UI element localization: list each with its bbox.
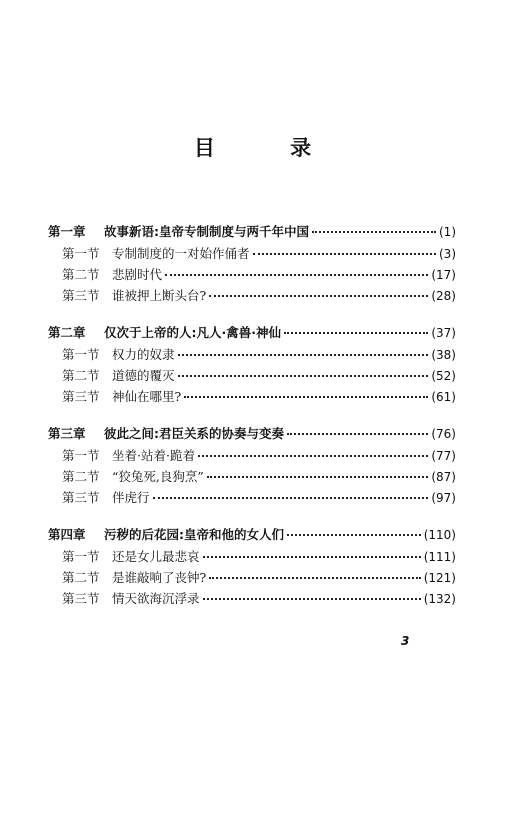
- dot-leader: [287, 433, 428, 435]
- chapter-entry[interactable]: [48, 424, 456, 446]
- chapter-3: [48, 424, 456, 509]
- chapter-1: [48, 222, 456, 307]
- chapter-entry[interactable]: [48, 222, 456, 244]
- dot-leader: [207, 476, 429, 478]
- page-ref: (110): [423, 528, 456, 542]
- table-of-contents: [48, 222, 456, 626]
- section-label: 第三节: [62, 490, 100, 505]
- section-entry[interactable]: [48, 387, 456, 408]
- section-label: 第二节: [62, 570, 100, 585]
- section-title: 伴虎行: [112, 490, 150, 505]
- page-ref: (37): [431, 326, 456, 340]
- dot-leader: [209, 577, 421, 579]
- section-label: 第一节: [62, 347, 100, 362]
- section-entry[interactable]: [48, 589, 456, 610]
- dot-leader: [284, 332, 428, 334]
- chapter-label: 第四章: [48, 527, 86, 542]
- dot-leader: [203, 556, 421, 558]
- chapter-label: 第三章: [48, 426, 86, 441]
- page-ref: (1): [439, 225, 456, 239]
- page-ref: (52): [431, 369, 456, 383]
- section-title: “狡兔死,良狗烹”: [112, 469, 204, 484]
- section-title: 神仙在哪里?: [112, 389, 182, 404]
- section-title: 谁被押上断头台?: [112, 288, 207, 303]
- page-ref: (87): [431, 470, 456, 484]
- page-ref: (17): [431, 268, 456, 282]
- chapter-entry[interactable]: [48, 323, 456, 345]
- section-label: 第二节: [62, 267, 100, 282]
- page-ref: (77): [431, 449, 456, 463]
- section-entry[interactable]: [48, 568, 456, 589]
- section-title: 是谁敲响了丧钟?: [112, 570, 207, 585]
- section-entry[interactable]: [48, 265, 456, 286]
- section-label: 第三节: [62, 288, 100, 303]
- section-entry[interactable]: [48, 467, 456, 488]
- section-title: 道德的覆灭: [112, 368, 175, 383]
- section-label: 第一节: [62, 448, 100, 463]
- chapter-label: 第一章: [48, 224, 86, 239]
- dot-leader: [165, 274, 428, 276]
- chapter-2: [48, 323, 456, 408]
- section-title: 情天欲海沉浮录: [112, 591, 200, 606]
- section-label: 第一节: [62, 549, 100, 564]
- dot-leader: [312, 231, 436, 233]
- chapter-title: 仅次于上帝的人:凡人·禽兽·神仙: [104, 325, 281, 340]
- section-title: 权力的奴隶: [112, 347, 175, 362]
- dot-leader: [287, 534, 421, 536]
- section-label: 第三节: [62, 591, 100, 606]
- section-label: 第二节: [62, 469, 100, 484]
- page-ref: (121): [423, 571, 456, 585]
- page-ref: (61): [431, 390, 456, 404]
- chapter-title: 故事新语:皇帝专制制度与两千年中国: [104, 224, 309, 239]
- section-entry[interactable]: [48, 547, 456, 568]
- section-title: 还是女儿最悲哀: [112, 549, 200, 564]
- page-ref: (38): [431, 348, 456, 362]
- page-ref: (97): [431, 491, 456, 505]
- section-title: 悲剧时代: [112, 267, 163, 282]
- section-title: 专制制度的一对始作俑者: [112, 246, 250, 261]
- page-title: 目 录: [193, 136, 346, 160]
- section-label: 第一节: [62, 246, 100, 261]
- chapter-title: 彼此之间:君臣关系的协奏与变奏: [104, 426, 284, 441]
- chapter-title: 污秽的后花园:皇帝和他的女人们: [104, 527, 284, 542]
- section-entry[interactable]: [48, 244, 456, 265]
- page-number: 3: [401, 634, 410, 648]
- dot-leader: [253, 253, 436, 255]
- dot-leader: [203, 598, 421, 600]
- dot-leader: [178, 354, 429, 356]
- page-ref: (3): [439, 247, 456, 261]
- page-ref: (28): [431, 289, 456, 303]
- page-ref: (111): [423, 550, 456, 564]
- chapter-label: 第二章: [48, 325, 86, 340]
- section-label: 第三节: [62, 389, 100, 404]
- section-label: 第二节: [62, 368, 100, 383]
- section-title: 坐着·站着·跪着: [112, 448, 195, 463]
- section-entry[interactable]: [48, 345, 456, 366]
- chapter-entry[interactable]: [48, 525, 456, 547]
- page-ref: (132): [423, 592, 456, 606]
- page-ref: (76): [431, 427, 456, 441]
- dot-leader: [209, 295, 428, 297]
- chapter-4: [48, 525, 456, 610]
- dot-leader: [178, 375, 429, 377]
- dot-leader: [153, 497, 429, 499]
- section-entry[interactable]: [48, 286, 456, 307]
- section-entry[interactable]: [48, 488, 456, 509]
- dot-leader: [184, 396, 428, 398]
- section-entry[interactable]: [48, 446, 456, 467]
- dot-leader: [198, 455, 428, 457]
- section-entry[interactable]: [48, 366, 456, 387]
